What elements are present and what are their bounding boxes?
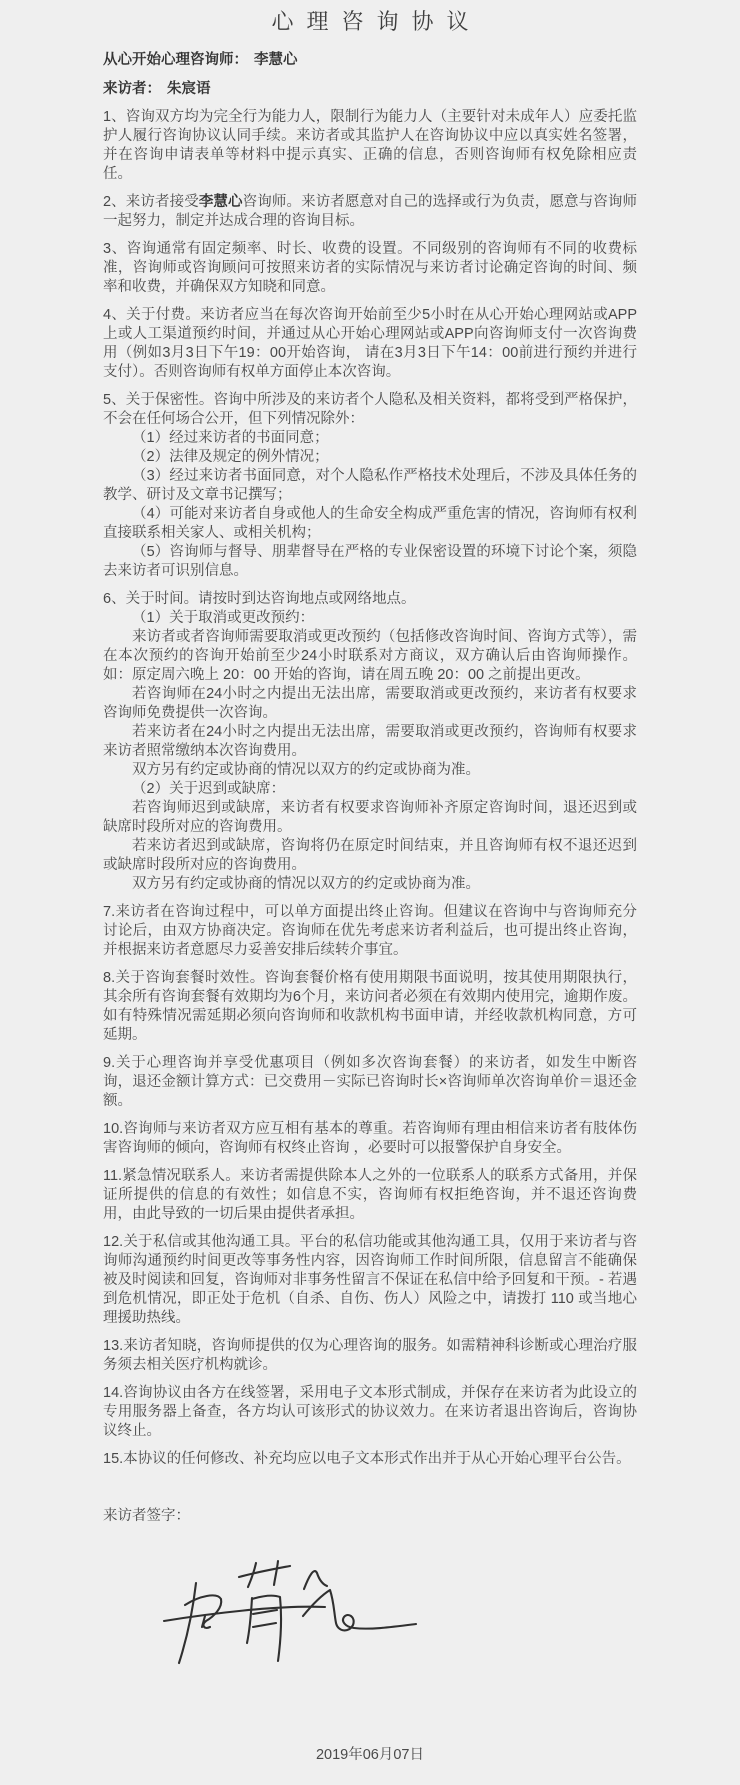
clause-text-pre: 2、来访者接受 xyxy=(103,194,199,210)
clause-sub-item: （3）经过来访者书面同意，对个人隐私作严格技术处理后，不涉及具体任务的教学、研讨及文章书记撰写； xyxy=(103,468,637,503)
clause-text: 8.关于咨询套餐时效性。咨询套餐价格有使用期限书面说明，按其使用期限执行，其余所有咨询套餐有效期均为6个月，来访问者必须在有效期内使用完，逾期作废。如有特殊情况需延期必须向咨询师和收款机构书面申请，并经收款机构同意，方可延期。 xyxy=(103,970,637,1043)
signature-date: 2019年06月07日 xyxy=(315,1747,424,1763)
clause-sub-item: 若来访者在24小时之内提出无法出席，需要取消或更改预约，咨询师有权要求来访者照常缴纳本次咨询费用。 xyxy=(103,724,637,759)
clause-sub-item: 来访者或者咨询师需要取消或更改预约（包括修改咨询时间、咨询方式等），需在本次预约的咨询开始前至少24小时联系对方商议，双方确认后由咨询师操作。如：原定周六晚上 20：00 开始的咨询，请在周五晚 20：00 之前提出更改。 xyxy=(103,629,637,683)
clause-text: 1、咨询双方均为完全行为能力人，限制行为能力人（主要针对未成年人）应委托监护人履行咨询协议认同手续。来访者或其监护人在咨询协议中应以真实姓名签署，并在咨询申请表单等材料中提示真实、正确的信息，否则咨询师有权免除相应责任。 xyxy=(103,109,637,182)
clause-9 xyxy=(103,1054,637,1111)
clause-text: 6、关于时间。请按时到达咨询地点或网络地点。 xyxy=(103,591,416,607)
counselor-name: 李慧心 xyxy=(254,52,298,68)
counselor-line xyxy=(103,50,637,70)
visitor-line xyxy=(103,79,637,99)
clause-sub-item: （1）经过来访者的书面同意； xyxy=(132,430,329,446)
clause-text: 15.本协议的任何修改、补充均应以电子文本形式作出并于从心开始心理平台公告。 xyxy=(103,1451,631,1467)
clause-4 xyxy=(103,306,637,382)
clause-sub-item: （4）可能对来访者自身或他人的生命安全构成严重危害的情况，咨询师有权利直接联系相关家人、或相关机构； xyxy=(103,506,637,541)
clause-sub-item: 若来访者迟到或缺席，咨询将仍在原定时间结束，并且咨询师有权不退还迟到或缺席时段所对应的咨询费用。 xyxy=(103,838,637,873)
clause-text: 14.咨询协议由各方在线签署，采用电子文本形式制成，并保存在来访者为此设立的专用服务器上备查，各方均认可该形式的协议效力。在来访者退出咨询后，咨询协议终止。 xyxy=(103,1385,637,1439)
clause-11 xyxy=(103,1167,637,1224)
clause-14 xyxy=(103,1384,637,1441)
clause-sub-item: 双方另有约定或协商的情况以双方的约定或协商为准。 xyxy=(132,762,480,778)
handwritten-signature-svg xyxy=(160,1559,420,1673)
visitor-label: 来访者： xyxy=(103,81,161,97)
clause-text xyxy=(103,193,637,231)
clause-6 xyxy=(103,590,637,894)
clause-sub-item: 若咨询师在24小时之内提出无法出席，需要取消或更改预约，来访者有权要求咨询师免费提供一次咨询。 xyxy=(103,686,637,721)
clause-text: 13.来访者知晓，咨询师提供的仅为心理咨询的服务。如需精神科诊断或心理治疗服务须去相关医疗机构就诊。 xyxy=(103,1338,637,1373)
clause-text: 10.咨询师与来访者双方应互相有基本的尊重。若咨询师有理由相信来访者有肢体伤害咨询师的倾向，咨询师有权终止咨询 ，必要时可以报警保护自身安全。 xyxy=(103,1121,637,1156)
page-title: 心理咨询协议 xyxy=(271,9,482,34)
clause-text: 12.关于私信或其他沟通工具。平台的私信功能或其他沟通工具，仅用于来访者与咨询师沟通预约时间更改等事务性内容，因咨询师工作时间所限，信息留言不能确保被及时阅读和回复，咨询师对非事务性留言不保证在私信中给予回复和干预。- 若遇到危机情况，即正处于危机（自杀、自伤、伤人）风险之中，请拨打 110 或当地心理援助热线。 xyxy=(103,1234,637,1326)
clause-text: 4、关于付费。来访者应当在每次咨询开始前至少5小时在从心开始心理网站或APP上或人工渠道预约时间，并通过从心开始心理网站或APP向咨询师支付一次咨询费用（例如3月3日下午19：00开始咨询， 请在3月3日下午14：00前进行预约并进行支付）。否则咨询师有权单方面停止本次咨询。 xyxy=(103,307,637,380)
clause-2 xyxy=(103,193,637,231)
clause-10 xyxy=(103,1120,637,1158)
clause-text: 9.关于心理咨询并享受优惠项目（例如多次咨询套餐）的来访者，如发生中断咨询，退还金额计算方式：已交费用－实际已咨询时长×咨询师单次咨询单价＝退还金额。 xyxy=(103,1055,637,1109)
clause-text: 7.来访者在咨询过程中，可以单方面提出终止咨询。但建议在咨询中与咨询师充分讨论后，由双方协商决定。咨询师在优先考虑来访者利益后，也可提出终止咨询，并根据来访者意愿尽力妥善安排后续转介事宜。 xyxy=(103,904,637,958)
counselor-name-inline: 李慧心 xyxy=(198,194,243,210)
clause-3 xyxy=(103,240,637,297)
visitor-name: 朱宸语 xyxy=(167,81,211,97)
clause-sub-item: （2）关于迟到或缺席： xyxy=(132,781,286,797)
clause-sub-item: （1）关于取消或更改预约： xyxy=(132,610,315,626)
clause-8 xyxy=(103,969,637,1045)
clause-text: 11.紧急情况联系人。来访者需提供除本人之外的一位联系人的联系方式备用，并保证所提供的信息的有效性；如信息不实，咨询师有权拒绝咨询，并不退还咨询费用，由此导致的一切后果由提供者承担。 xyxy=(103,1168,637,1222)
clause-sub-item: （5）咨询师与督导、朋辈督导在严格的专业保密设置的环境下讨论个案，须隐去来访者可识别信息。 xyxy=(103,544,637,579)
clause-13 xyxy=(103,1337,637,1375)
counselor-label: 从心开始心理咨询师： xyxy=(103,52,248,68)
clause-15 xyxy=(103,1450,637,1469)
clause-1 xyxy=(103,108,637,184)
clause-12 xyxy=(103,1233,637,1328)
clause-sub-item: （2）法律及规定的例外情况； xyxy=(132,449,329,465)
clause-text-post: 咨询师。来访者愿意对自己的选择或行为负责，愿意与咨询师一起努力，制定并达成合理的咨询目标。 xyxy=(103,194,637,229)
clause-7 xyxy=(103,903,637,960)
clause-text: 3、咨询通常有固定频率、时长、收费的设置。不同级别的咨询师有不同的收费标准，咨询师或咨询顾问可按照来访者的实际情况与来访者讨论确定咨询的时间、频率和收费，并确保双方知晓和同意。 xyxy=(103,241,637,295)
clause-5 xyxy=(103,391,637,581)
clause-sub-item: 若咨询师迟到或缺席，来访者有权要求咨询师补齐原定咨询时间，退还迟到或缺席时段所对应的咨询费用。 xyxy=(103,800,637,835)
signature-label: 来访者签字： xyxy=(103,1508,190,1524)
visitor-signature-image xyxy=(160,1559,420,1673)
clause-text: 5、关于保密性。咨询中所涉及的来访者个人隐私及相关资料，都将受到严格保护，不会在任何场合公开，但下列情况除外： xyxy=(103,392,637,427)
clause-sub-item: 双方另有约定或协商的情况以双方的约定或协商为准。 xyxy=(132,876,480,892)
